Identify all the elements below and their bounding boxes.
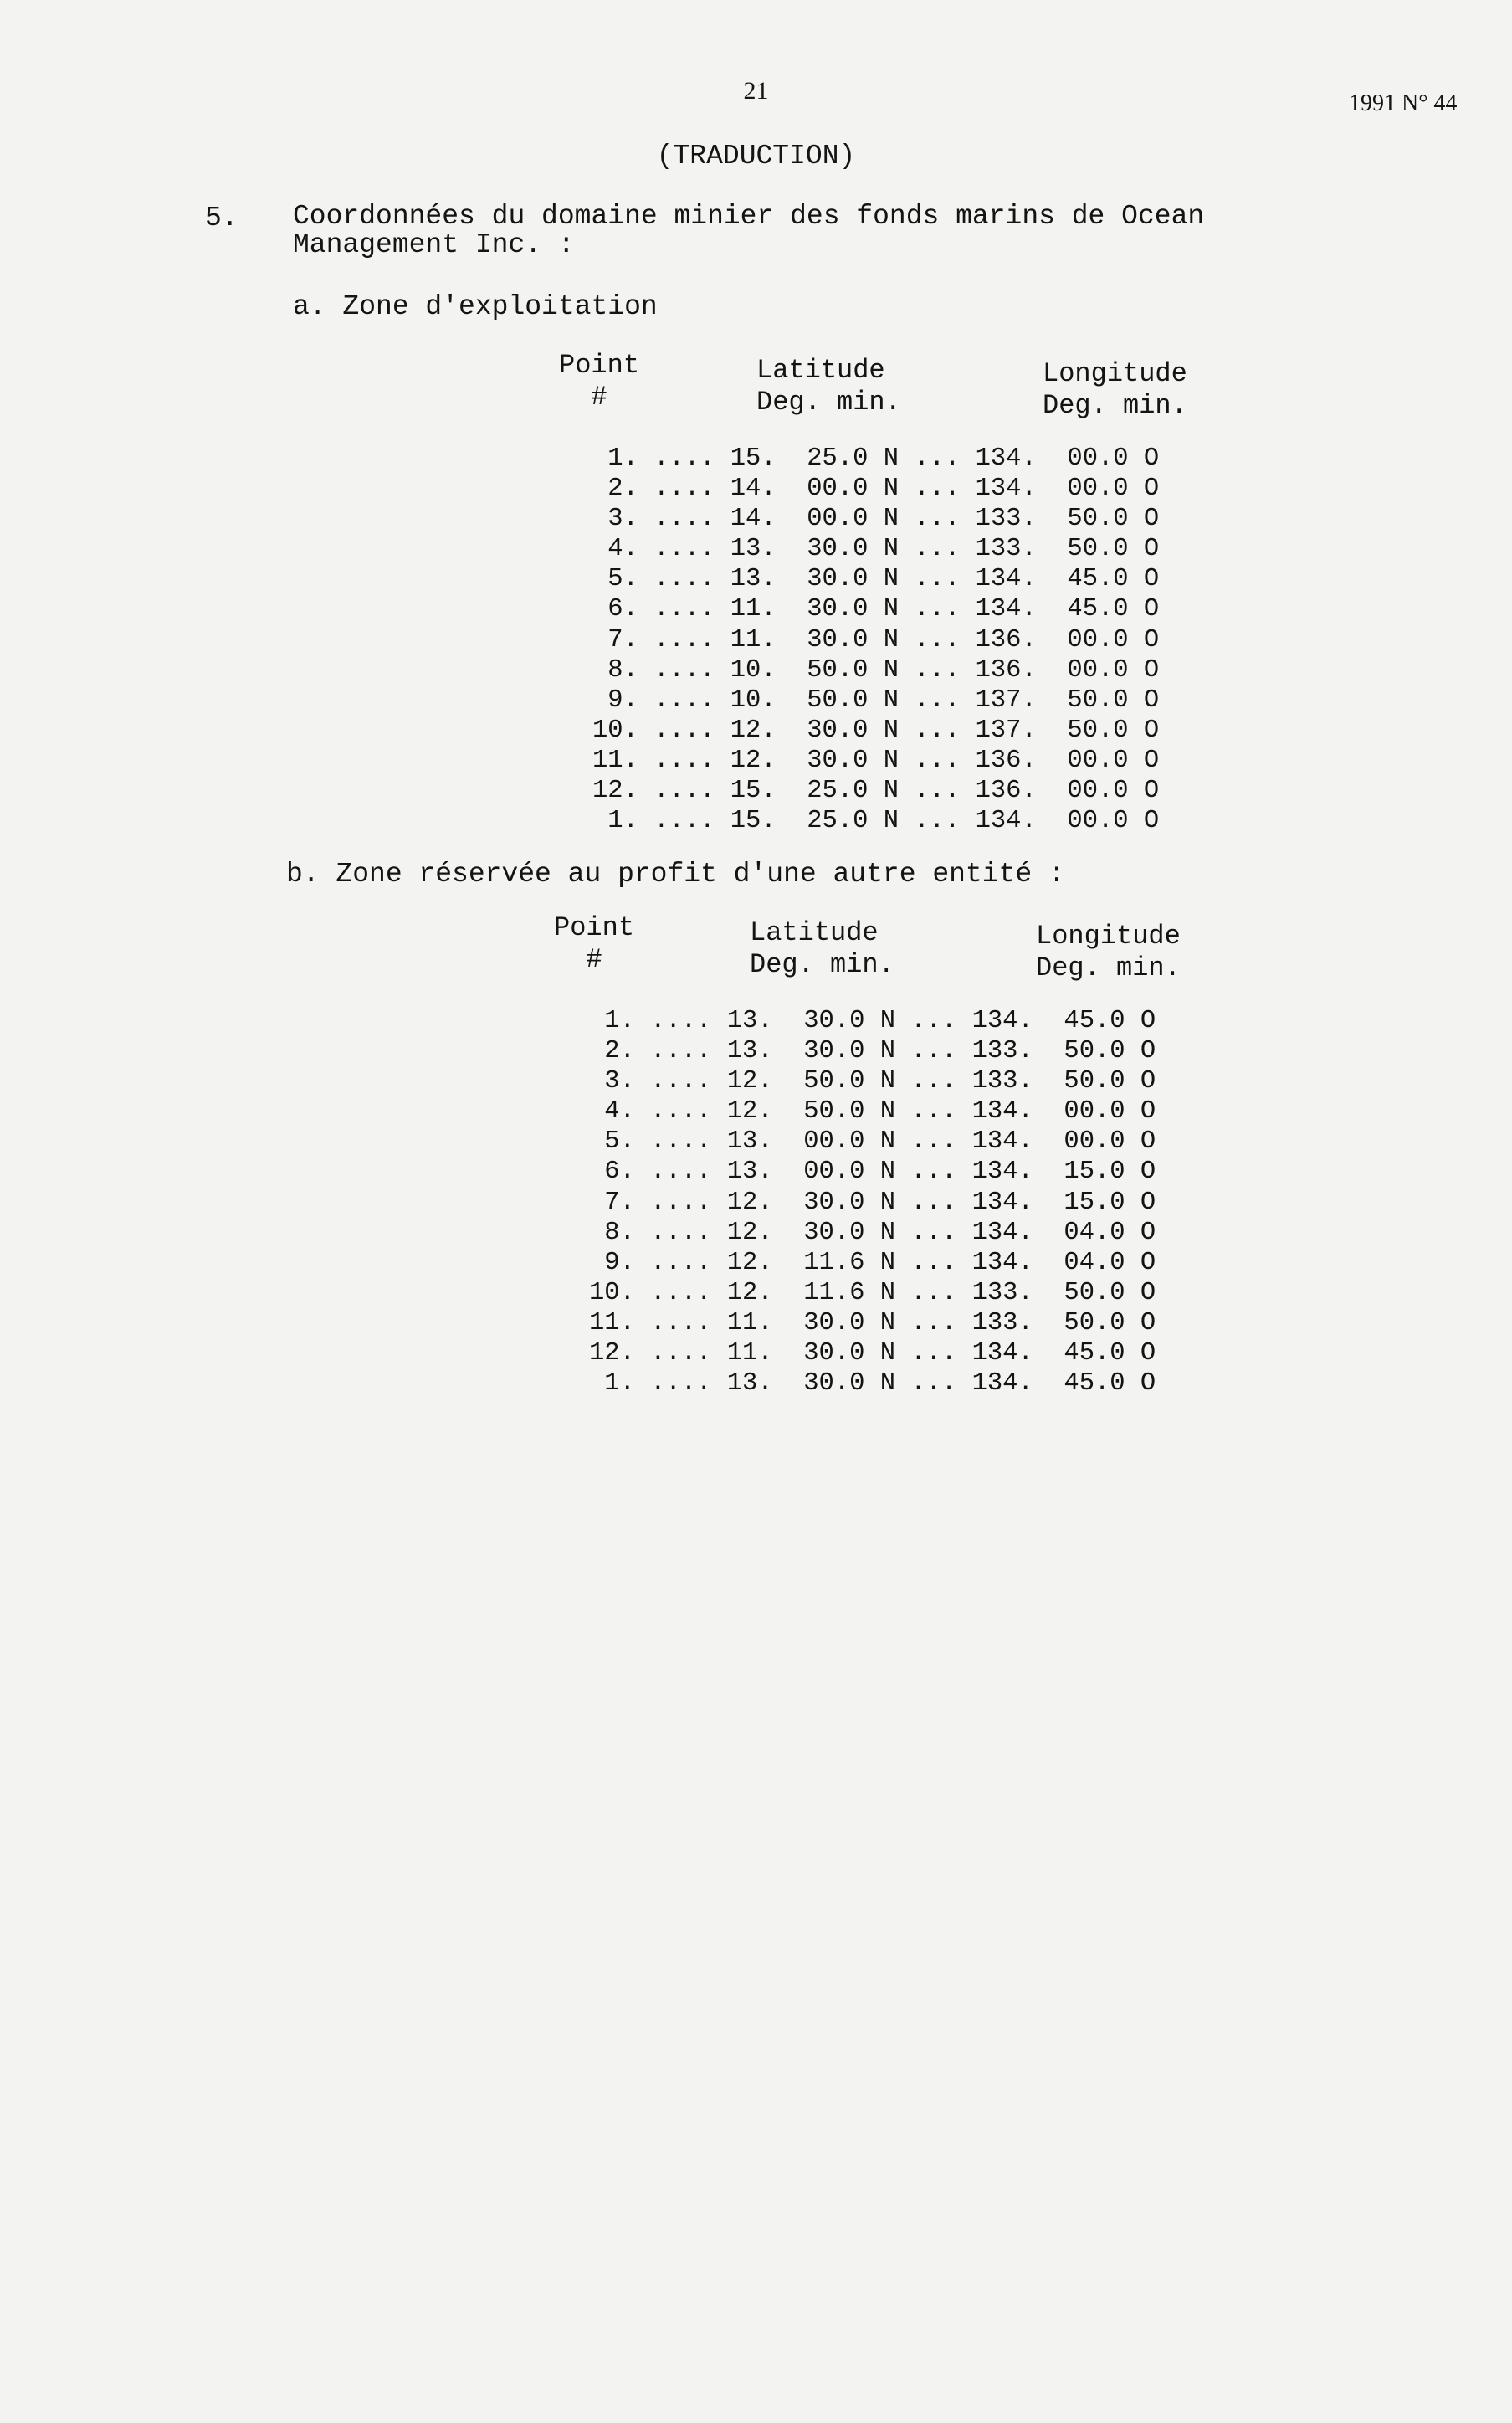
- coordinate-row: 8. .... 12. 30.0 N ... 134. 04.0 O: [589, 1218, 1156, 1247]
- coordinate-row: 1. .... 13. 30.0 N ... 134. 45.0 O: [589, 1007, 1156, 1035]
- coordinate-row: 6. .... 11. 30.0 N ... 134. 45.0 O: [592, 595, 1160, 624]
- coordinate-row: 1. .... 15. 25.0 N ... 134. 00.0 O: [592, 807, 1160, 836]
- section-title: Coordonnées du domaine minier des fonds marins de Ocean Management Inc. :: [293, 201, 1205, 260]
- coordinate-row: 12. .... 15. 25.0 N ... 136. 00.0 O: [592, 777, 1160, 806]
- coordinate-row: 4. .... 13. 30.0 N ... 133. 50.0 O: [592, 535, 1160, 564]
- zone-a-coordinate-table: [592, 444, 1159, 836]
- zone-b-latitude-header: Latitude Deg. min.: [750, 917, 894, 980]
- coordinate-row: 3. .... 14. 00.0 N ... 133. 50.0 O: [592, 505, 1160, 534]
- coordinate-row: 3. .... 12. 50.0 N ... 133. 50.0 O: [589, 1067, 1156, 1096]
- coordinate-row: 10. .... 12. 11.6 N ... 133. 50.0 O: [589, 1278, 1156, 1307]
- zone-a-point-header: Point #: [559, 350, 640, 413]
- coordinate-row: 2. .... 14. 00.0 N ... 134. 00.0 O: [592, 475, 1160, 504]
- coordinate-row: 11. .... 12. 30.0 N ... 136. 00.0 O: [592, 746, 1160, 775]
- coordinate-row: 11. .... 11. 30.0 N ... 133. 50.0 O: [589, 1308, 1156, 1337]
- zone-b-coordinate-table: [589, 1006, 1156, 1399]
- coordinate-row: 9. .... 12. 11.6 N ... 134. 04.0 O: [589, 1248, 1156, 1277]
- coordinate-row: 8. .... 10. 50.0 N ... 136. 00.0 O: [592, 655, 1160, 685]
- page-number: 21: [743, 77, 769, 105]
- zone-b-title: b. Zone réservée au profit d'une autre entité :: [286, 859, 1065, 890]
- section-number: 5.: [205, 203, 238, 234]
- zone-a-latitude-header: Latitude Deg. min.: [756, 355, 901, 418]
- zone-b-point-header: Point #: [554, 912, 635, 975]
- coordinate-row: 6. .... 13. 00.0 N ... 134. 15.0 O: [589, 1158, 1156, 1187]
- coordinate-row: 10. .... 12. 30.0 N ... 137. 50.0 O: [592, 716, 1160, 745]
- coordinate-row: 1. .... 13. 30.0 N ... 134. 45.0 O: [589, 1369, 1156, 1399]
- coordinate-row: 9. .... 10. 50.0 N ... 137. 50.0 O: [592, 685, 1160, 715]
- coordinate-row: 12. .... 11. 30.0 N ... 134. 45.0 O: [589, 1339, 1156, 1368]
- zone-a-title: a. Zone d'exploitation: [293, 291, 658, 322]
- gazette-reference: 1991 N° 44: [1349, 90, 1458, 116]
- coordinate-row: 7. .... 12. 30.0 N ... 134. 15.0 O: [589, 1188, 1156, 1217]
- traduction-heading: (TRADUCTION): [656, 141, 856, 172]
- coordinate-row: 5. .... 13. 00.0 N ... 134. 00.0 O: [589, 1127, 1156, 1157]
- coordinate-row: 2. .... 13. 30.0 N ... 133. 50.0 O: [589, 1037, 1156, 1066]
- coordinate-row: 4. .... 12. 50.0 N ... 134. 00.0 O: [589, 1097, 1156, 1127]
- coordinate-row: 5. .... 13. 30.0 N ... 134. 45.0 O: [592, 565, 1160, 594]
- coordinate-row: 1. .... 15. 25.0 N ... 134. 00.0 O: [592, 444, 1160, 473]
- zone-b-longitude-header: Longitude Deg. min.: [1036, 921, 1181, 983]
- coordinate-row: 7. .... 11. 30.0 N ... 136. 00.0 O: [592, 625, 1160, 655]
- zone-a-longitude-header: Longitude Deg. min.: [1043, 358, 1187, 421]
